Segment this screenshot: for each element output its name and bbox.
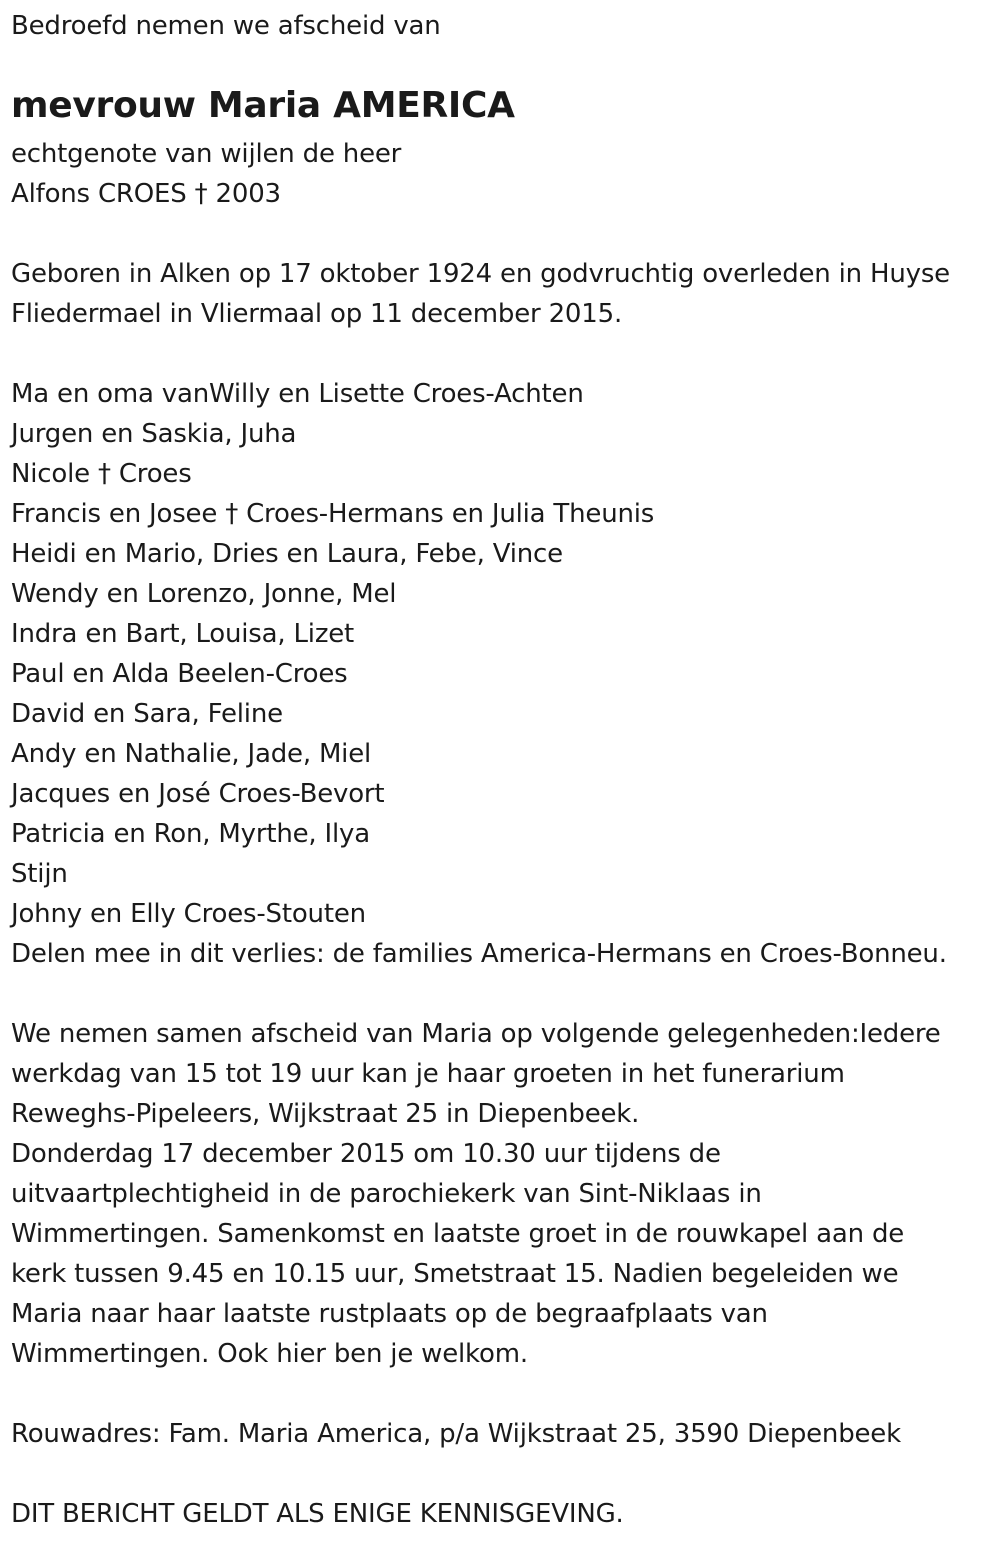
- mourning-address: Rouwadres: Fam. Maria America, p/a Wijkstraat 25, 3590 Diepenbeek: [11, 1419, 901, 1449]
- deceased-name: mevrouw Maria AMERICA: [11, 85, 515, 126]
- ceremony-section: [11, 1014, 941, 1374]
- family-line: Francis en Josee † Croes-Hermans en Julia Theunis: [11, 499, 655, 529]
- birth-line: Fliedermael in Vliermaal op 11 december 2015.: [11, 299, 623, 329]
- ceremony-line: Wimmertingen. Samenkomst en laatste groet in de rouwkapel aan de: [11, 1219, 905, 1249]
- ceremony-line: werkdag van 15 tot 19 uur kan je haar groeten in het funerarium: [11, 1059, 845, 1089]
- family-line: Wendy en Lorenzo, Jonne, Mel: [11, 579, 397, 609]
- family-line: Andy en Nathalie, Jade, Miel: [11, 739, 372, 769]
- ceremony-line: Maria naar haar laatste rustplaats op de begraafplaats van: [11, 1299, 768, 1329]
- family-line: Jacques en José Croes-Bevort: [11, 779, 385, 809]
- ceremony-line: Reweghs-Pipeleers, Wijkstraat 25 in Diepenbeek.: [11, 1099, 640, 1129]
- family-line: Indra en Bart, Louisa, Lizet: [11, 619, 355, 649]
- family-line: Heidi en Mario, Dries en Laura, Febe, Vince: [11, 539, 563, 569]
- family-line: Nicole † Croes: [11, 459, 192, 489]
- family-line: Paul en Alda Beelen-Croes: [11, 659, 348, 689]
- ceremony-line: We nemen samen afscheid van Maria op volgende gelegenheden:Iedere: [11, 1019, 941, 1049]
- ceremony-line: uitvaartplechtigheid in de parochiekerk van Sint-Niklaas in: [11, 1179, 762, 1209]
- family-line: Ma en oma vanWilly en Lisette Croes-Achten: [11, 379, 584, 409]
- spouse-line: echtgenote van wijlen de heer: [11, 139, 402, 169]
- family-line: Jurgen en Saskia, Juha: [11, 419, 297, 449]
- spouse-section: [11, 134, 401, 214]
- family-line: Patricia en Ron, Myrthe, Ilya: [11, 819, 370, 849]
- notice-text: DIT BERICHT GELDT ALS ENIGE KENNISGEVING.: [11, 1499, 624, 1529]
- birth-line: Geboren in Alken op 17 oktober 1924 en godvruchtig overleden in Huyse: [11, 259, 950, 289]
- spouse-line: Alfons CROES † 2003: [11, 179, 281, 209]
- family-line: Stijn: [11, 859, 68, 889]
- family-line: Johny en Elly Croes-Stouten: [11, 899, 366, 929]
- birth-death-section: [11, 254, 950, 334]
- family-line: David en Sara, Feline: [11, 699, 283, 729]
- ceremony-line: Donderdag 17 december 2015 om 10.30 uur tijdens de: [11, 1139, 721, 1169]
- ceremony-line: kerk tussen 9.45 en 10.15 uur, Smetstraat 15. Nadien begeleiden we: [11, 1259, 899, 1289]
- intro-text: Bedroefd nemen we afscheid van: [11, 11, 441, 41]
- ceremony-line: Wimmertingen. Ook hier ben je welkom.: [11, 1339, 528, 1369]
- family-line: Delen mee in dit verlies: de families America-Hermans en Croes-Bonneu.: [11, 939, 947, 969]
- family-list: [11, 374, 947, 974]
